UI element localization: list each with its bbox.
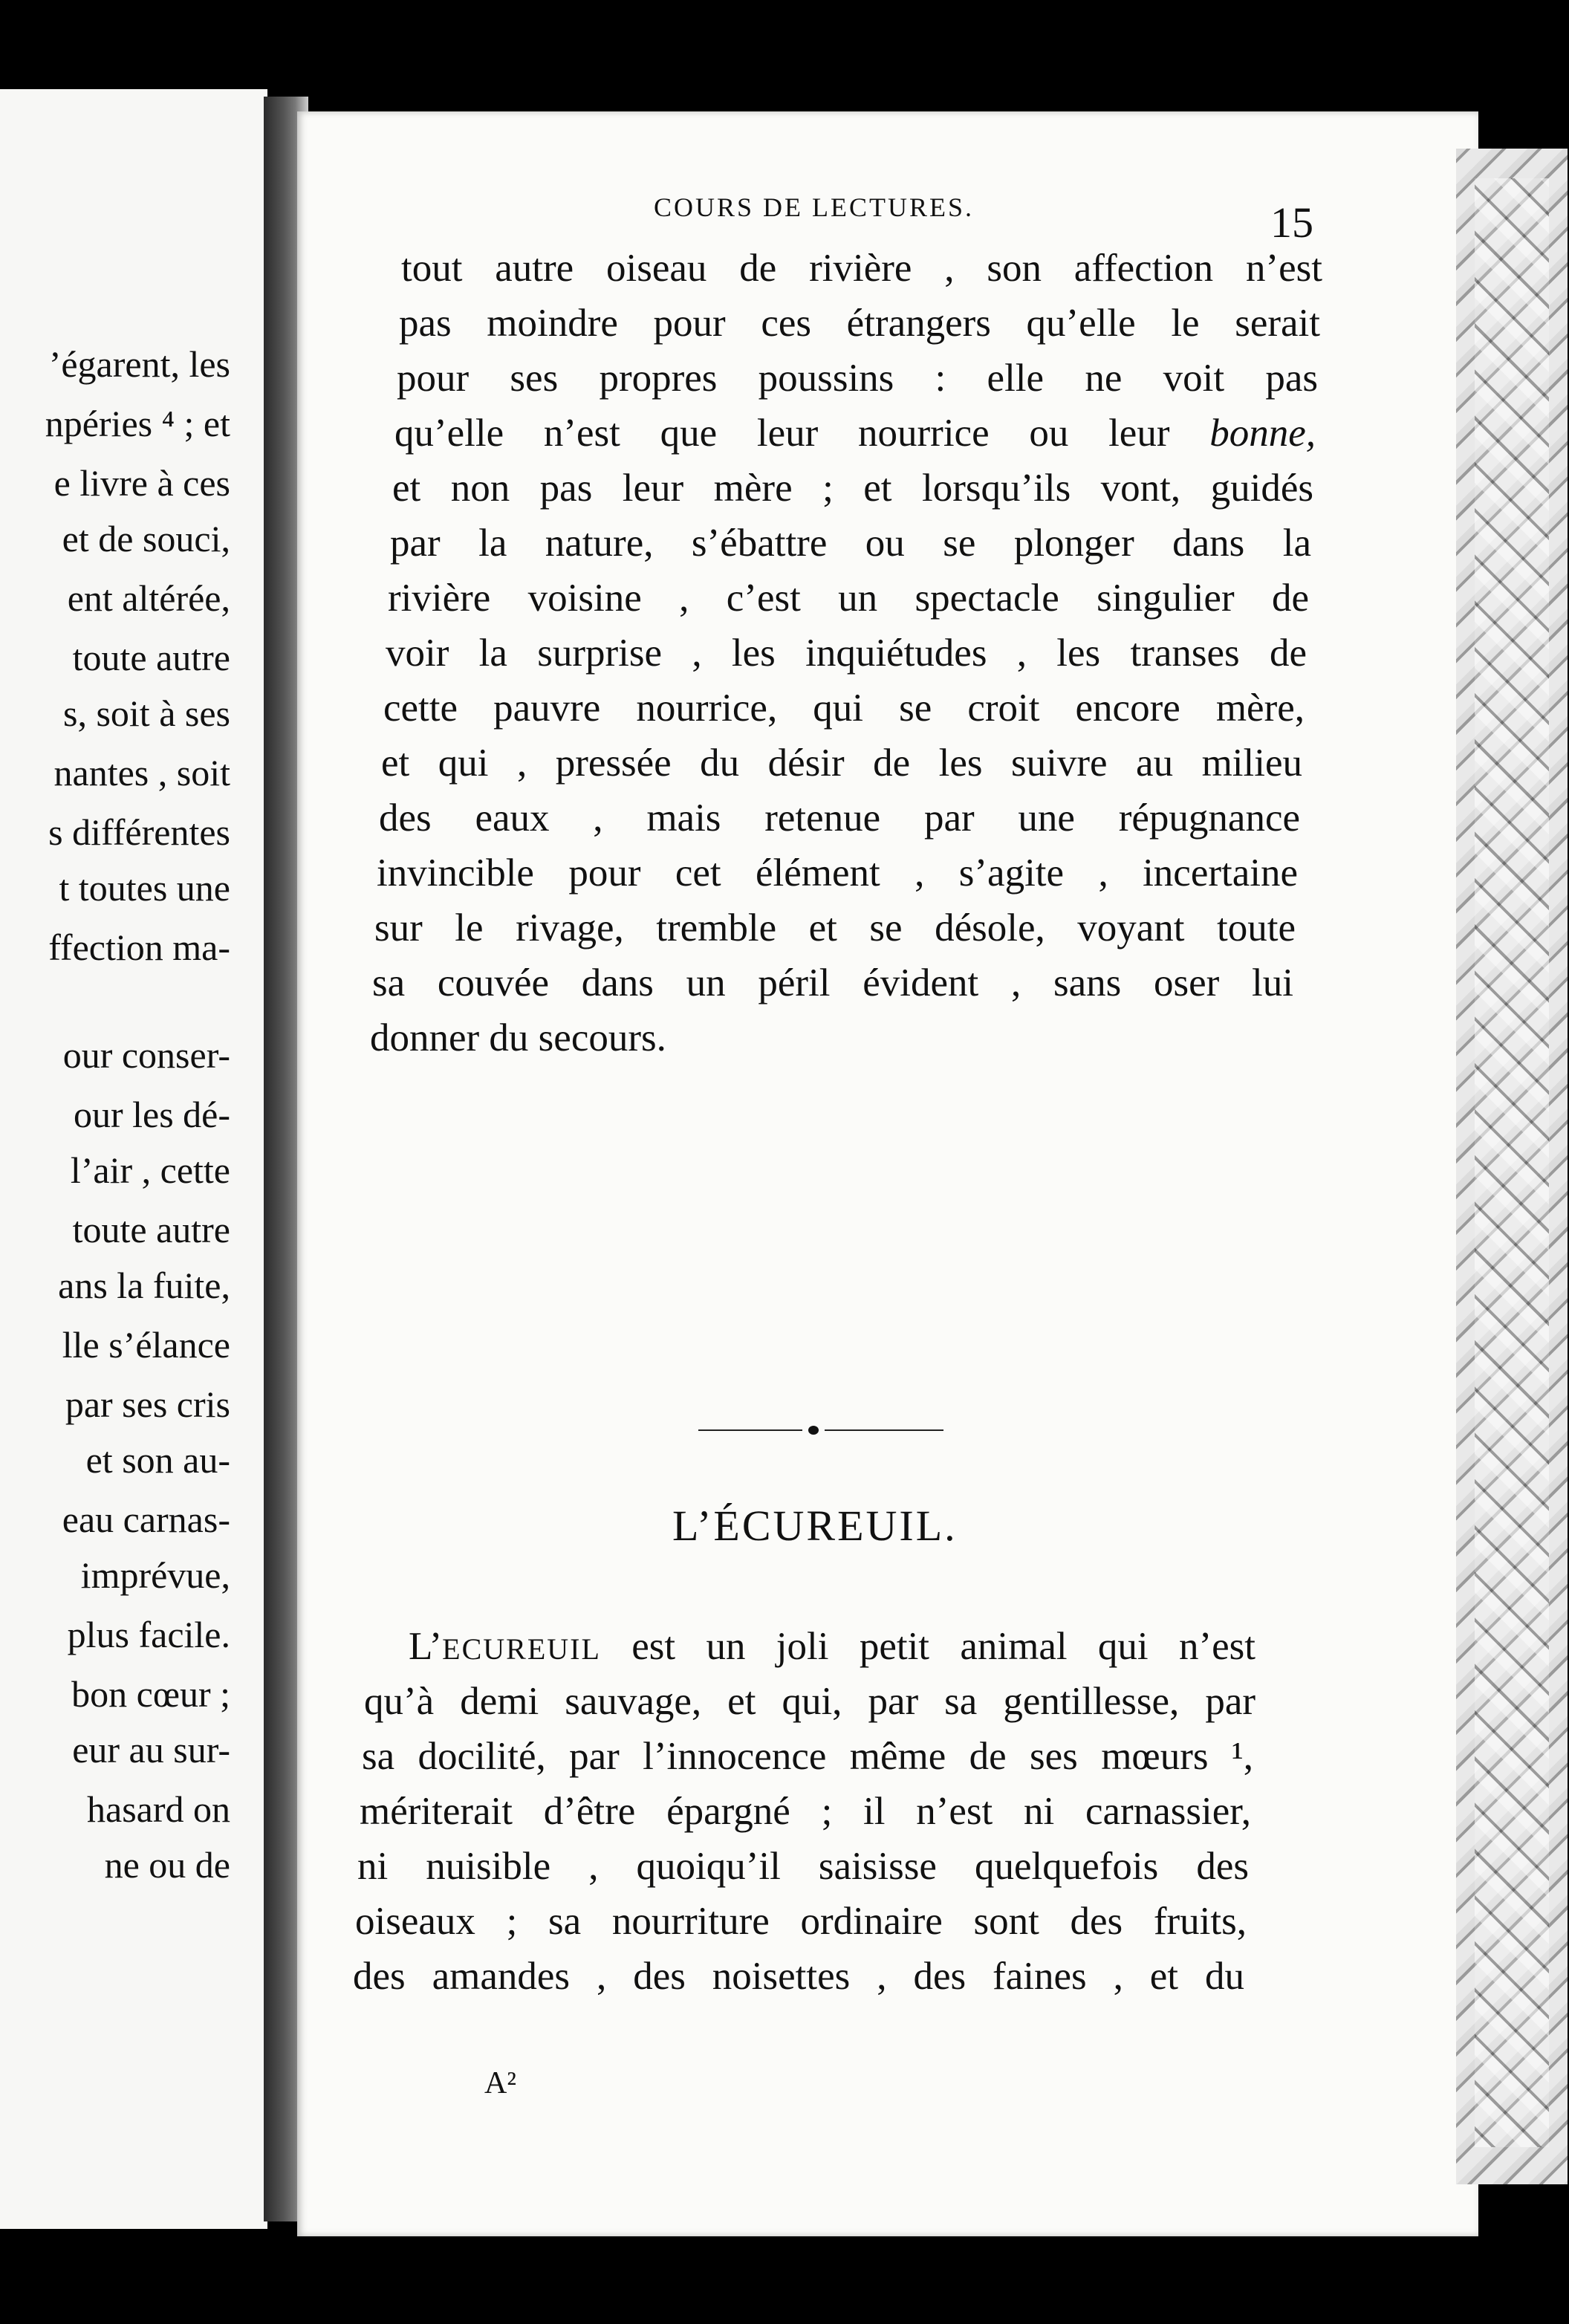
paragraph-1-line: par la nature, s’ébattre ou se plonger dans la [390, 522, 1311, 565]
previous-page-line: ne ou de [104, 1844, 230, 1886]
paragraph-1-line: invincible pour cet élément , s’agite , incertaine [377, 851, 1298, 895]
page-edges-texture [1475, 178, 1549, 2147]
previous-page [0, 89, 267, 2229]
running-head: COURS DE LECTURES. [654, 192, 975, 222]
previous-page-line: hasard on [87, 1788, 230, 1830]
paragraph-2-line: sa docilité, par l’innocence même de ses mœurs ¹, [362, 1735, 1253, 1778]
previous-page-line: s différentes [48, 811, 230, 853]
previous-page-line: toute autre [72, 637, 230, 678]
previous-page-line: s, soit à ses [63, 692, 230, 734]
signature-mark: A² [484, 2066, 516, 2100]
page [297, 111, 1478, 2236]
previous-page-line: nantes , soit [53, 752, 230, 793]
paragraph-1-line: sa couvée dans un péril évident , sans oser lui [372, 961, 1293, 1004]
previous-page-line: et son au- [85, 1439, 230, 1481]
paragraph-1-line: voir la surprise , les inquiétudes , les transes de [386, 632, 1307, 675]
previous-page-line: ffection ma- [48, 926, 230, 968]
previous-page-line: imprévue, [80, 1554, 230, 1596]
paragraph-1-line: rivière voisine , c’est un spectacle singulier de [388, 577, 1309, 620]
paragraph-2-line: des amandes , des noisettes , des faines , et du [353, 1955, 1244, 1998]
paragraph-1-line: et qui , pressée du désir de les suivre au milieu [381, 741, 1302, 785]
section-title: L’ÉCUREUIL. [672, 1502, 958, 1550]
paragraph-1-line: qu’elle n’est que leur nourrice ou leur bonne, [394, 412, 1316, 455]
previous-page-line: bon cœur ; [71, 1673, 230, 1715]
previous-page-line: lle s’élance [62, 1324, 230, 1366]
previous-page-line: e livre à ces [53, 462, 230, 504]
previous-page-line: our les dé- [73, 1094, 230, 1135]
paragraph-1-line: sur le rivage, tremble et se désole, voyant toute [374, 906, 1296, 950]
previous-page-line: l’air , cette [70, 1149, 230, 1191]
previous-page-line: par ses cris [65, 1383, 230, 1425]
previous-page-line: et de souci, [62, 518, 230, 559]
paragraph-2-line: L’ECUREUIL est un joli petit animal qui n’est [409, 1625, 1255, 1668]
previous-page-line: t toutes une [59, 867, 230, 909]
previous-page-line: eau carnas- [62, 1499, 230, 1540]
previous-page-line: ent altérée, [67, 577, 230, 619]
previous-page-line: toute autre [72, 1209, 230, 1250]
page-number: 15 [1270, 198, 1313, 247]
previous-page-line: ans la fuite, [58, 1265, 230, 1306]
paragraph-1-line: pour ses propres poussins : elle ne voit pas [397, 357, 1318, 400]
section-divider [698, 1425, 943, 1435]
paragraph-1-line: pas moindre pour ces étrangers qu’elle le serait [399, 302, 1320, 345]
paragraph-2-line: mériterait d’être épargné ; il n’est ni carnassier, [360, 1790, 1251, 1833]
previous-page-line: our conser- [62, 1034, 230, 1076]
paragraph-1-line: et non pas leur mère ; et lorsqu’ils vont, guidés [392, 467, 1313, 510]
italic-word: bonne, [1209, 412, 1316, 455]
paragraph-2-line: oiseaux ; sa nourriture ordinaire sont des fruits, [355, 1900, 1247, 1943]
previous-page-line: plus facile. [67, 1614, 230, 1655]
paragraph-1-line: donner du secours. [370, 1016, 666, 1059]
previous-page-line: eur au sur- [72, 1729, 230, 1770]
previous-page-line: npéries ⁴ ; et [45, 403, 230, 444]
paragraph-1-line: cette pauvre nourrice, qui se croit encore mère, [383, 687, 1305, 730]
paragraph-2-line: qu’à demi sauvage, et qui, par sa gentillesse, par [364, 1680, 1255, 1723]
previous-page-line: ’égarent, les [48, 343, 230, 385]
paragraph-1-line: tout autre oiseau de rivière , son affection n’est [401, 247, 1322, 290]
paragraph-1-line: des eaux , mais retenue par une répugnance [379, 796, 1300, 840]
paragraph-2-line: ni nuisible , quoiqu’il saisisse quelquefois des [357, 1845, 1249, 1888]
